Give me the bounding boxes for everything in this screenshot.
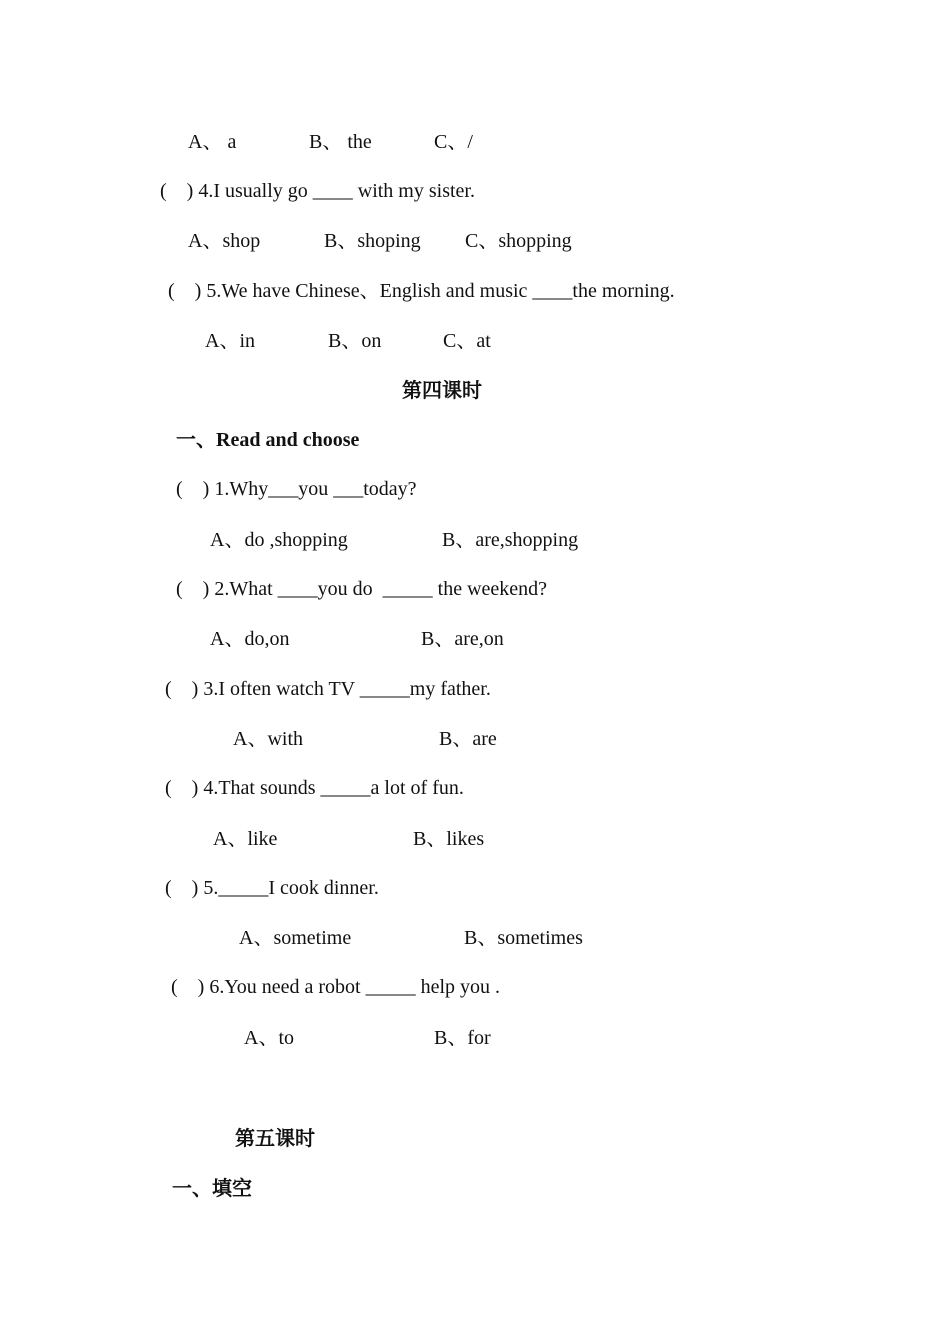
question-stem: ( ) 6.You need a robot _____ help you .	[171, 976, 501, 998]
question-stem: ( ) 4.That sounds _____a lot of fun.	[165, 777, 464, 799]
option-c: C、at	[443, 330, 491, 352]
option-a: A、do ,shopping	[210, 529, 348, 551]
question-stem: ( ) 5._____I cook dinner.	[165, 877, 379, 899]
question-stem: ( ) 2.What ____you do _____ the weekend?	[176, 578, 548, 600]
question-stem: ( ) 1.Why___you ___today?	[176, 478, 417, 500]
option-b: B、on	[328, 330, 382, 352]
question-stem: ( ) 4.I usually go ____ with my sister.	[160, 180, 475, 202]
lesson-title: 第五课时	[235, 1126, 315, 1150]
option-a: A、do,on	[210, 628, 290, 650]
option-a: A、 a	[188, 131, 237, 153]
option-c: C、/	[434, 131, 473, 153]
option-b: B、are	[439, 728, 497, 750]
option-b: B、likes	[413, 828, 485, 850]
option-a: A、sometime	[239, 927, 352, 949]
option-b: B、 the	[309, 131, 372, 153]
lesson-title: 第四课时	[402, 378, 482, 402]
option-b: B、are,shopping	[442, 529, 579, 551]
option-b: B、are,on	[421, 628, 504, 650]
option-a: A、like	[213, 828, 278, 850]
option-a: A、with	[233, 728, 303, 750]
option-a: A、shop	[188, 230, 261, 252]
option-c: C、shopping	[465, 230, 572, 252]
option-a: A、to	[244, 1027, 294, 1049]
option-a: A、in	[205, 330, 255, 352]
section-title: 一、Read and choose	[176, 429, 360, 451]
question-stem: ( ) 3.I often watch TV _____my father.	[165, 678, 491, 700]
option-b: B、sometimes	[464, 927, 583, 949]
question-stem: ( ) 5.We have Chinese、English and music ____the morning.	[168, 280, 675, 302]
option-b: B、for	[434, 1027, 491, 1049]
section-title: 一、填空	[172, 1176, 252, 1200]
option-b: B、shoping	[324, 230, 421, 252]
